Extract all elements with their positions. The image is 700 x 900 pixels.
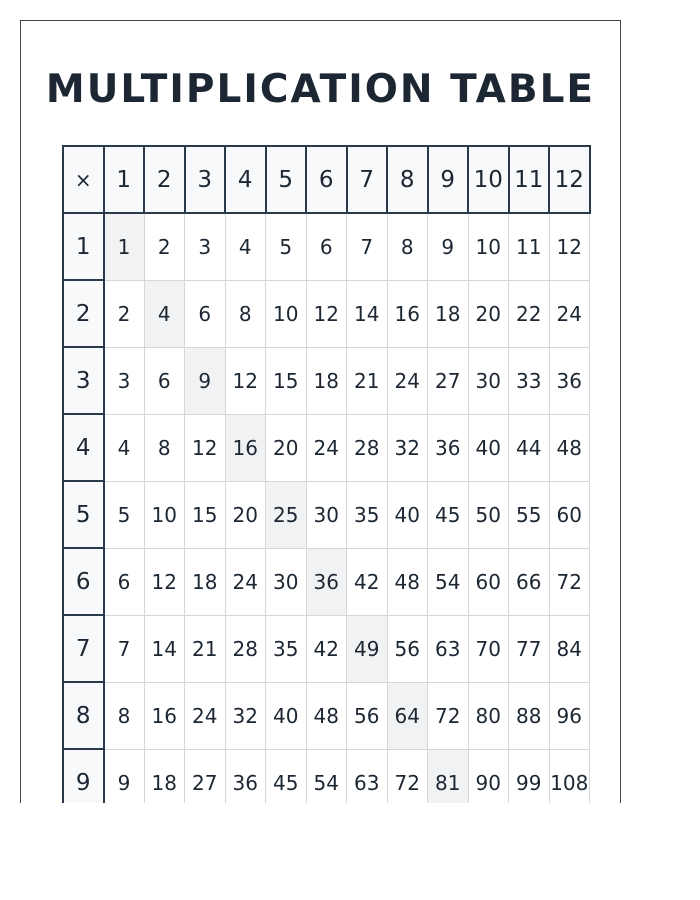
column-header: 12 [549,146,590,213]
product-cell: 30 [266,548,307,615]
column-header: 9 [428,146,469,213]
product-cell: 60 [549,481,590,548]
product-cell: 24 [387,347,428,414]
product-cell: 12 [306,280,347,347]
product-cell: 90 [468,749,509,803]
row-header: 7 [63,615,104,682]
product-cell: 20 [266,414,307,481]
row-header: 5 [63,481,104,548]
product-cell: 45 [266,749,307,803]
product-cell: 15 [185,481,226,548]
product-cell: 72 [549,548,590,615]
diagonal-cell: 9 [185,347,226,414]
product-cell: 4 [104,414,145,481]
product-cell: 10 [266,280,307,347]
diagonal-cell: 49 [347,615,388,682]
product-cell: 40 [266,682,307,749]
column-header: 8 [387,146,428,213]
page-sheet [20,20,621,803]
corner-cell: × [63,146,104,213]
diagonal-cell: 25 [266,481,307,548]
product-cell: 44 [509,414,550,481]
product-cell: 27 [185,749,226,803]
product-cell: 35 [266,615,307,682]
product-cell: 12 [144,548,185,615]
product-cell: 30 [468,347,509,414]
diagonal-cell: 64 [387,682,428,749]
diagonal-cell: 4 [144,280,185,347]
product-cell: 20 [225,481,266,548]
product-cell: 48 [387,548,428,615]
row-header: 8 [63,682,104,749]
table-row [63,682,590,749]
product-cell: 18 [306,347,347,414]
column-header: 4 [225,146,266,213]
product-cell: 8 [225,280,266,347]
product-cell: 24 [549,280,590,347]
product-cell: 72 [387,749,428,803]
product-cell: 5 [266,213,307,280]
product-cell: 15 [266,347,307,414]
product-cell: 36 [549,347,590,414]
column-header: 3 [185,146,226,213]
product-cell: 18 [144,749,185,803]
product-cell: 30 [306,481,347,548]
column-header: 11 [509,146,550,213]
product-cell: 8 [387,213,428,280]
product-cell: 36 [225,749,266,803]
row-header: 1 [63,213,104,280]
table-row [63,548,590,615]
product-cell: 9 [428,213,469,280]
product-cell: 8 [104,682,145,749]
product-cell: 7 [104,615,145,682]
product-cell: 63 [428,615,469,682]
column-header: 1 [104,146,145,213]
diagonal-cell: 16 [225,414,266,481]
page-title: MULTIPLICATION TABLE [45,67,596,112]
product-cell: 2 [144,213,185,280]
product-cell: 66 [509,548,550,615]
product-cell: 16 [144,682,185,749]
table-row [63,749,590,803]
row-header: 4 [63,414,104,481]
product-cell: 24 [225,548,266,615]
column-header: 2 [144,146,185,213]
product-cell: 42 [347,548,388,615]
product-cell: 55 [509,481,550,548]
product-cell: 5 [104,481,145,548]
diagonal-cell: 81 [428,749,469,803]
product-cell: 6 [306,213,347,280]
table-row [63,481,590,548]
product-cell: 63 [347,749,388,803]
product-cell: 88 [509,682,550,749]
column-header: 5 [266,146,307,213]
product-cell: 28 [225,615,266,682]
product-cell: 8 [144,414,185,481]
product-cell: 70 [468,615,509,682]
product-cell: 12 [225,347,266,414]
column-header: 6 [306,146,347,213]
header-row [63,146,590,213]
product-cell: 24 [306,414,347,481]
product-cell: 14 [144,615,185,682]
product-cell: 3 [104,347,145,414]
product-cell: 45 [428,481,469,548]
product-cell: 10 [468,213,509,280]
product-cell: 24 [185,682,226,749]
table-row [63,414,590,481]
product-cell: 6 [104,548,145,615]
product-cell: 16 [387,280,428,347]
product-cell: 2 [104,280,145,347]
table-row [63,280,590,347]
product-cell: 21 [185,615,226,682]
product-cell: 27 [428,347,469,414]
product-cell: 11 [509,213,550,280]
product-cell: 48 [549,414,590,481]
table-row [63,615,590,682]
product-cell: 40 [468,414,509,481]
diagonal-cell: 1 [104,213,145,280]
product-cell: 33 [509,347,550,414]
table-row [63,347,590,414]
row-header: 3 [63,347,104,414]
product-cell: 32 [225,682,266,749]
product-cell: 96 [549,682,590,749]
product-cell: 6 [185,280,226,347]
product-cell: 54 [306,749,347,803]
product-cell: 7 [347,213,388,280]
product-cell: 6 [144,347,185,414]
product-cell: 12 [549,213,590,280]
product-cell: 48 [306,682,347,749]
column-header: 7 [347,146,388,213]
product-cell: 18 [185,548,226,615]
product-cell: 20 [468,280,509,347]
product-cell: 99 [509,749,550,803]
product-cell: 108 [549,749,590,803]
product-cell: 50 [468,481,509,548]
product-cell: 28 [347,414,388,481]
row-header: 2 [63,280,104,347]
product-cell: 60 [468,548,509,615]
multiplication-table [62,145,591,803]
product-cell: 35 [347,481,388,548]
product-cell: 12 [185,414,226,481]
row-header: 9 [63,749,104,803]
product-cell: 32 [387,414,428,481]
product-cell: 40 [387,481,428,548]
row-header: 6 [63,548,104,615]
product-cell: 80 [468,682,509,749]
product-cell: 77 [509,615,550,682]
product-cell: 22 [509,280,550,347]
product-cell: 56 [387,615,428,682]
product-cell: 9 [104,749,145,803]
product-cell: 21 [347,347,388,414]
product-cell: 18 [428,280,469,347]
product-cell: 36 [428,414,469,481]
product-cell: 42 [306,615,347,682]
product-cell: 54 [428,548,469,615]
diagonal-cell: 36 [306,548,347,615]
product-cell: 14 [347,280,388,347]
product-cell: 72 [428,682,469,749]
product-cell: 84 [549,615,590,682]
product-cell: 56 [347,682,388,749]
column-header: 10 [468,146,509,213]
table-body [63,213,590,803]
product-cell: 10 [144,481,185,548]
product-cell: 3 [185,213,226,280]
product-cell: 4 [225,213,266,280]
table-row [63,213,590,280]
